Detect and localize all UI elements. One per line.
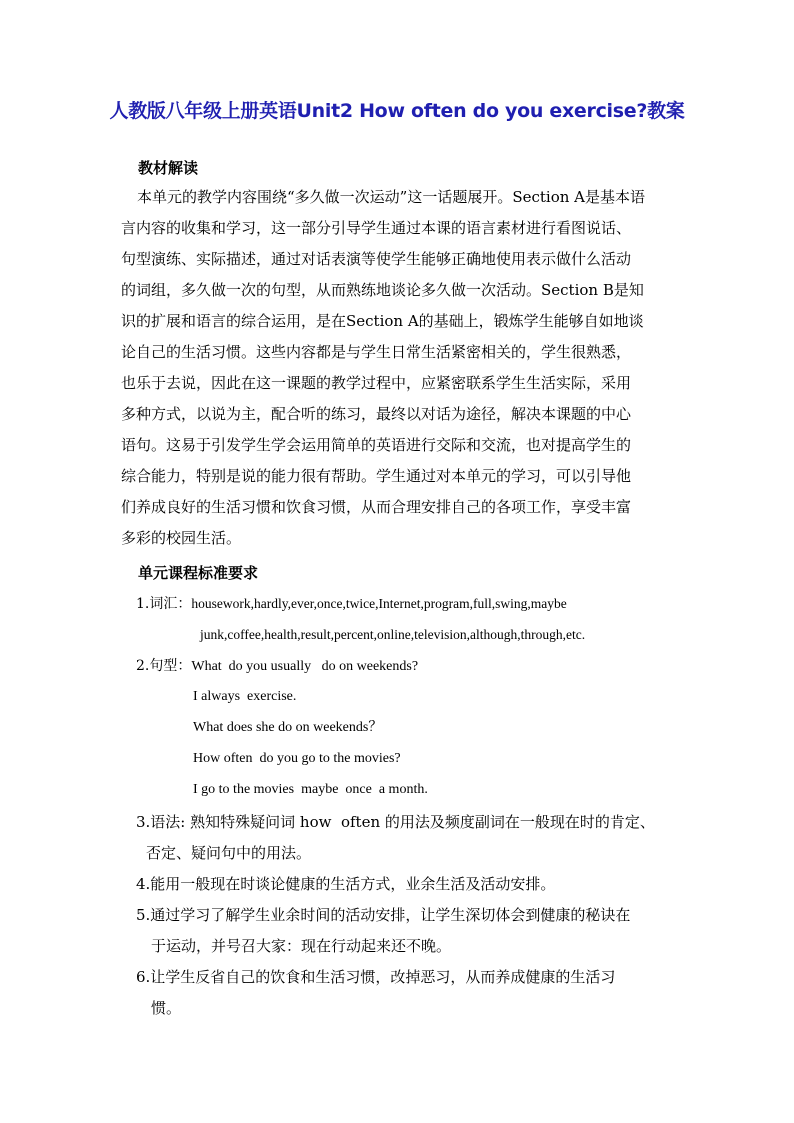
paragraph-line: 本单元的教学内容围绕“多久做一次运动”这一话题展开。Section A是基本语 — [137, 188, 646, 206]
objective-item-4: 4.能用一般现在时谈论健康的生活方式，业余生活及活动安排。 — [136, 875, 556, 893]
paragraph-line: 们养成良好的生活习惯和饮食习惯，从而合理安排自己的各项工作，享受丰富 — [121, 498, 632, 516]
grammar-item-line2: 否定、疑问句中的用法。 — [146, 844, 312, 862]
paragraph-line: 也乐于去说，因此在这一课题的教学过程中，应紧密联系学生生活实际，采用 — [121, 374, 632, 392]
vocab-words-line1: housework,hardly,ever,once,twice,Internet,program,full,swing,maybe — [191, 596, 567, 611]
sentence-pattern-4: How often do you go to the movies? — [193, 751, 401, 766]
sentence-pattern-1: What do you usually do on weekends? — [191, 659, 419, 674]
document-title: 人教版八年级上册英语Unit2 How often do you exercise?教案 — [109, 100, 685, 122]
sentence-pattern-5: I go to the movies maybe once a month. — [193, 782, 428, 797]
sentence-pattern-item — [136, 656, 418, 677]
paragraph-line: 综合能力，特别是说的能力很有帮助。学生通过对本单元的学习，可以引导他 — [121, 467, 632, 485]
textbook-analysis-paragraph — [121, 182, 681, 554]
objective-item-6-line1: 6.让学生反省自己的饮食和生活习惯，改掉恶习，从而养成健康的生活习 — [136, 968, 616, 986]
paragraph-line: 多种方式，以说为主，配合听的练习，最终以对话为途径，解决本课题的中心 — [121, 405, 632, 423]
paragraph-line: 语句。这易于引发学生学会运用简单的英语进行交际和交流，也对提高学生的 — [121, 436, 632, 454]
section-heading-curriculum-standards: 单元课程标准要求 — [138, 564, 259, 582]
paragraph-line: 言内容的收集和学习，这一部分引导学生通过本课的语言素材进行看图说话、 — [121, 219, 632, 237]
vocab-label: 1.词汇： — [136, 596, 192, 612]
paragraph-line: 识的扩展和语言的综合运用，是在Section A的基础上，锻炼学生能够自如地谈 — [121, 312, 644, 330]
paragraph-line: 多彩的校园生活。 — [121, 529, 242, 547]
sentence-pattern-2: I always exercise. — [193, 689, 297, 704]
sentence-pattern-3: What does she do on weekends？ — [193, 720, 383, 735]
sentence-pattern-label: 2.句型： — [136, 658, 192, 674]
grammar-item-line1: 3.语法: 熟知特殊疑问词 how often 的用法及频度副词在一般现在时的肯定、 — [136, 813, 655, 831]
paragraph-line: 句型演练、实际描述，通过对话表演等使学生能够正确地使用表示做什么活动 — [121, 250, 632, 268]
objective-item-6-line2: 惯。 — [151, 999, 182, 1017]
paragraph-line: 的词组，多久做一次的句型，从而熟练地谈论多久做一次活动。Section B是知 — [121, 281, 644, 299]
vocab-item — [136, 594, 567, 614]
section-heading-textbook-analysis: 教材解读 — [138, 159, 199, 177]
objective-item-5-line1: 5.通过学习了解学生业余时间的活动安排，让学生深切体会到健康的秘诀在 — [136, 906, 631, 924]
objective-item-5-line2: 于运动，并号召大家：现在行动起来还不晚。 — [151, 937, 452, 955]
vocab-words-line2: junk,coffee,health,result,percent,online,television,although,through,etc. — [200, 627, 586, 642]
paragraph-line: 论自己的生活习惯。这些内容都是与学生日常生活紧密相关的，学生很熟悉， — [121, 343, 632, 361]
